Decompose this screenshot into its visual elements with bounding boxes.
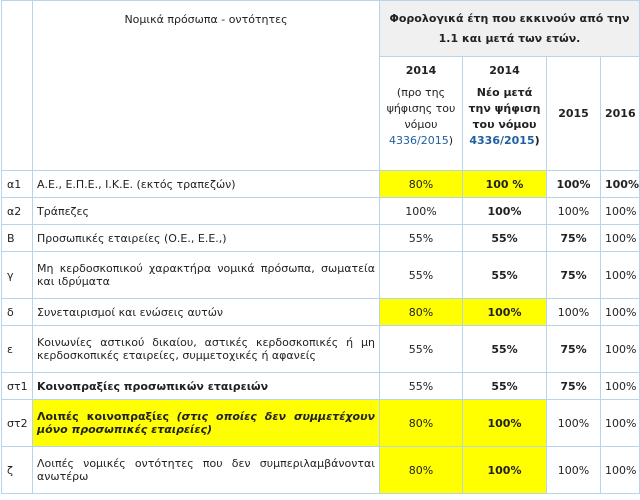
table-row <box>2 373 640 400</box>
row-code: γ <box>2 252 33 299</box>
row-description: Μη κερδοσκοπικού χαρακτήρα νομικά πρόσωπα, σωματεία και ιδρύματα <box>33 252 380 299</box>
value-2014-before: 55% <box>380 326 463 373</box>
value-2014-before: 80% <box>380 299 463 326</box>
value-2016: 100% <box>601 225 640 252</box>
law-reference: 4336/2015 <box>469 134 535 147</box>
value-2014-before: 80% <box>380 447 463 494</box>
col-2016: 2016 <box>601 57 640 171</box>
row-description: Προσωπικές εταιρείες (Ο.Ε., Ε.Ε.,) <box>33 225 380 252</box>
row-code: ζ <box>2 447 33 494</box>
value-2014-after: 55% <box>463 252 547 299</box>
value-2014-after: 55% <box>463 225 547 252</box>
table-row <box>2 326 640 373</box>
tax-years-header: Φορολογικά έτη που εκκινούν από την 1.1 και μετά των ετών. <box>380 1 640 57</box>
value-2016: 100% <box>601 326 640 373</box>
row-description: Κοινωνίες αστικού δικαίου, αστικές κερδοσκοπικές ή μη κερδοσκοπικές εταιρείες, συμμετοχικές ή αφανείς <box>33 326 380 373</box>
row-description <box>33 400 380 447</box>
value-2014-after: 55% <box>463 373 547 400</box>
value-2014-before: 80% <box>380 400 463 447</box>
value-2014-after: 100% <box>463 198 547 225</box>
value-2014-after: 100% <box>463 400 547 447</box>
value-2016: 100% <box>601 447 640 494</box>
entities-header: Νομικά πρόσωπα - οντότητες <box>33 1 380 171</box>
table-row <box>2 447 640 494</box>
value-2015: 100% <box>547 198 601 225</box>
value-2015: 100% <box>547 400 601 447</box>
table-row <box>2 400 640 447</box>
row-code: ε <box>2 326 33 373</box>
table-row <box>2 299 640 326</box>
col-2014-after <box>463 57 547 171</box>
table-row <box>2 252 640 299</box>
row-description: Συνεταιρισμοί και ενώσεις αυτών <box>33 299 380 326</box>
row-description: Λοιπές νομικές οντότητες που δεν συμπεριλαμβάνονται ανωτέρω <box>33 447 380 494</box>
row-description: Τράπεζες <box>33 198 380 225</box>
col-2015: 2015 <box>547 57 601 171</box>
col-2014-before-note: (προ της ψήφισης του νόμου <box>386 86 456 131</box>
row-code: δ <box>2 299 33 326</box>
header-row-1 <box>2 1 640 57</box>
value-2014-before: 80% <box>380 171 463 198</box>
value-2015: 75% <box>547 252 601 299</box>
table-row <box>2 198 640 225</box>
value-2015: 100% <box>547 299 601 326</box>
value-2016: 100% <box>601 171 640 198</box>
row-code: α1 <box>2 171 33 198</box>
value-2015: 100% <box>547 171 601 198</box>
col-2014-after-note-close: ) <box>534 134 540 147</box>
value-2015: 75% <box>547 326 601 373</box>
value-2014-after: 100% <box>463 299 547 326</box>
row-code: στ2 <box>2 400 33 447</box>
table-row <box>2 171 640 198</box>
value-2014-after: 100 % <box>463 171 547 198</box>
value-2014-before: 100% <box>380 198 463 225</box>
row-description: Κοινοπραξίες προσωπικών εταιρειών <box>33 373 380 400</box>
value-2016: 100% <box>601 198 640 225</box>
row-code: α2 <box>2 198 33 225</box>
value-2014-before: 55% <box>380 373 463 400</box>
col-2014-before <box>380 57 463 171</box>
value-2014-after: 55% <box>463 326 547 373</box>
value-2014-after: 100% <box>463 447 547 494</box>
value-2016: 100% <box>601 299 640 326</box>
col-2014-after-note: Νέο μετά την ψήφιση του νόμου <box>468 86 541 131</box>
header-code-cell <box>2 1 33 171</box>
row-description: Α.Ε., Ε.Π.Ε., Ι.Κ.Ε. (εκτός τραπεζών) <box>33 171 380 198</box>
col-2014-before-note-close: ) <box>448 134 453 147</box>
row-code: στ1 <box>2 373 33 400</box>
value-2016: 100% <box>601 252 640 299</box>
value-2015: 75% <box>547 373 601 400</box>
value-2015: 75% <box>547 225 601 252</box>
row-description-note: (στις οποίες δεν συμμετέχουν μόνο προσωπικές εταιρείες) <box>37 410 375 436</box>
value-2014-before: 55% <box>380 225 463 252</box>
row-description-main: Λοιπές κοινοπραξίες <box>37 410 169 423</box>
value-2016: 100% <box>601 400 640 447</box>
tax-prepayment-table <box>1 0 640 494</box>
value-2015: 100% <box>547 447 601 494</box>
value-2016: 100% <box>601 373 640 400</box>
law-reference: 4336/2015 <box>389 134 449 147</box>
value-2014-before: 55% <box>380 252 463 299</box>
table-row <box>2 225 640 252</box>
row-code: Β <box>2 225 33 252</box>
col-2014-after-year: 2014 <box>489 64 520 77</box>
col-2014-before-year: 2014 <box>405 64 437 77</box>
